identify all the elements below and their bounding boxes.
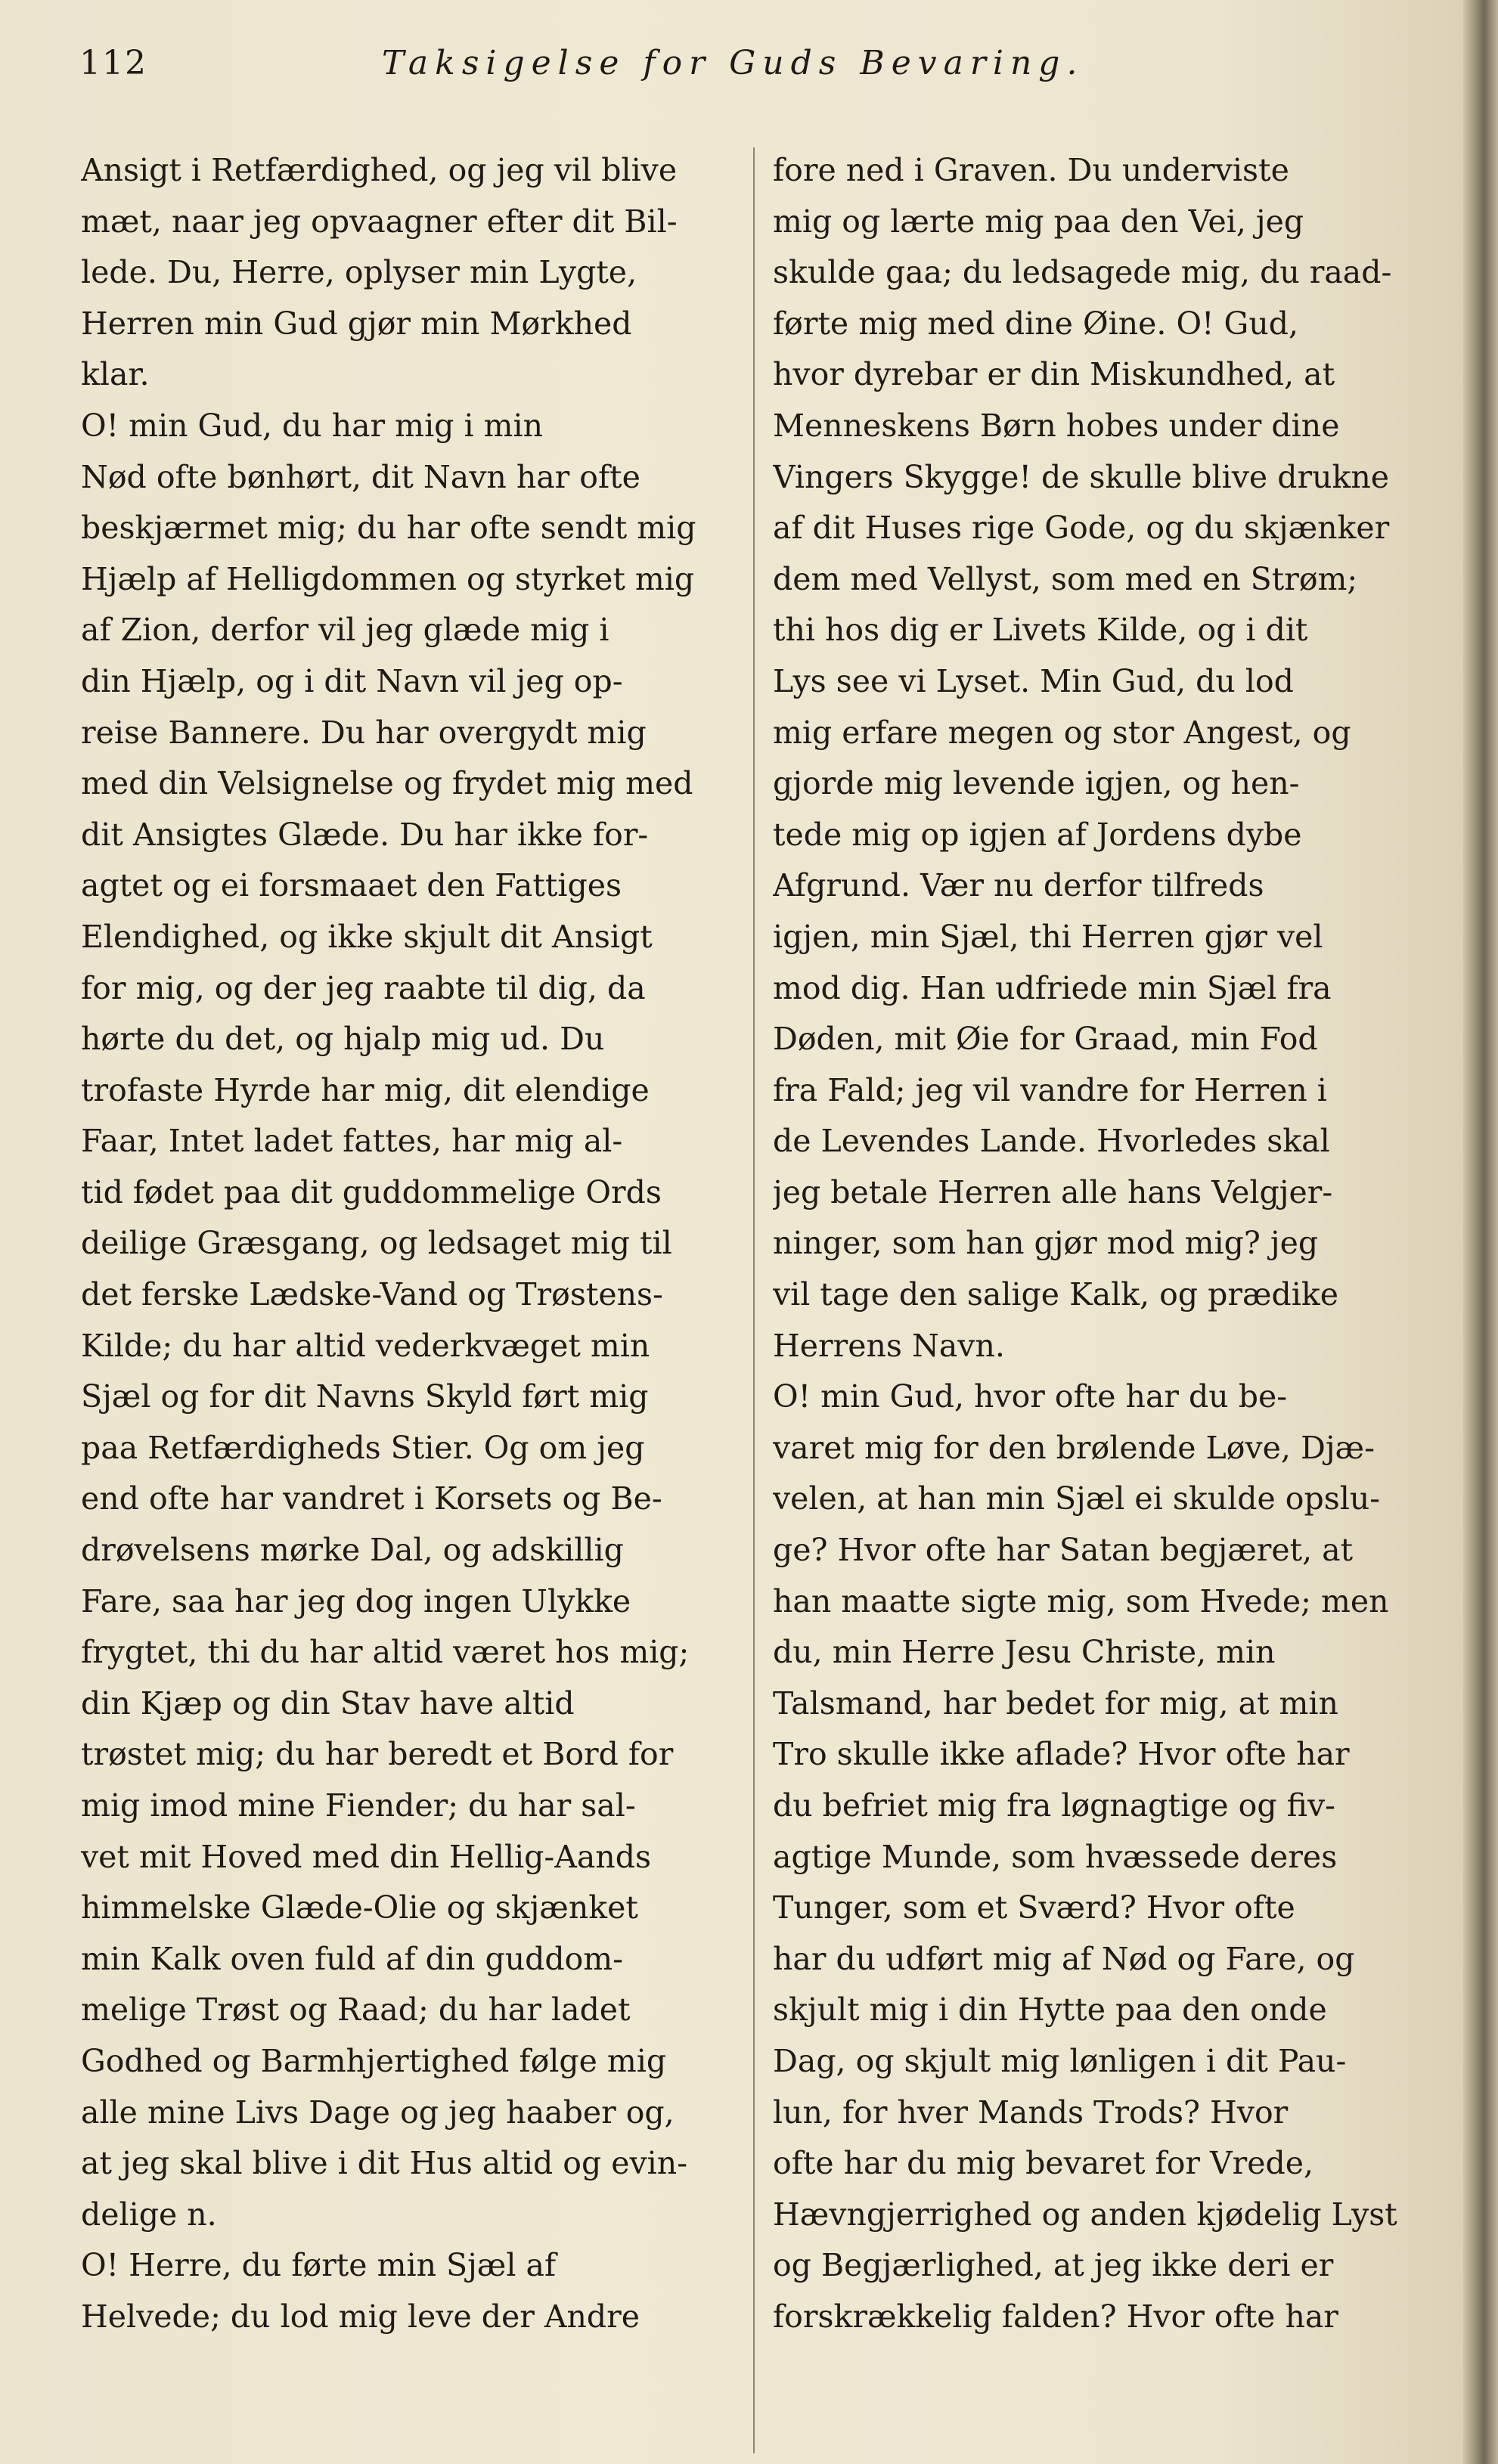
text-line: han maatte sigte mig, som Hvede; men [773,1582,1389,1619]
text-line: himmelske Glæde-Olie og skjænket [81,1889,638,1926]
text-line: ge? Hvor ofte har Satan begjæret, at [773,1532,1354,1569]
text-line: alle mine Livs Dage og jeg haaber og, [81,2094,675,2131]
text-line: af Zion, derfor vil jeg glæde mig i [81,612,609,649]
text-line: velen, at han min Sjæl ei skulde opslu- [773,1480,1381,1517]
text-line: jeg betale Herren alle hans Velgjer- [773,1173,1333,1210]
text-line: Tro skulle ikke aflade? Hvor ofte har [773,1736,1350,1773]
text-line: drøvelsens mørke Dal, og adskillig [81,1532,624,1569]
text-line: Sjæl og for dit Navns Skyld ført mig [81,1378,649,1415]
text-line: Kilde; du har altid vederkvæget min [81,1327,650,1364]
text-line: Ansigt i Retfærdighed, og jeg vil blive [81,152,678,188]
text-line: reise Bannere. Du har overgydt mig [81,714,647,751]
text-line: trøstet mig; du har beredt et Bord for [81,1736,674,1773]
text-line: trofaste Hyrde har mig, dit elendige [81,1071,650,1108]
text-line: for mig, og der jeg raabte til dig, da [81,969,646,1006]
running-title: Taksigelse for Guds Bevaring. [382,44,1084,82]
text-line: forskrækkelig falden? Hvor ofte har [773,2298,1338,2335]
text-line: Fare, saa har jeg dog ingen Ulykke [81,1582,631,1619]
text-line: frygtet, thi du har altid været hos mig; [81,1634,690,1671]
book-spine [1463,0,1498,2464]
text-line: mod dig. Han udfriede min Sjæl fra [773,969,1332,1006]
text-line: hørte du det, og hjalp mig ud. Du [81,1021,605,1058]
text-line: din Kjæp og din Stav have altid [81,1685,575,1722]
text-line: mig og lærte mig paa den Vei, jeg [773,203,1304,240]
text-line: førte mig med dine Øine. O! Gud, [773,305,1298,342]
text-line: thi hos dig er Livets Kilde, og i dit [773,612,1308,649]
text-line: Afgrund. Vær nu derfor tilfreds [773,867,1264,904]
text-line: deilige Græsgang, og ledsaget mig til [81,1225,672,1262]
text-line: Talsmand, har bedet for mig, at min [773,1685,1338,1722]
text-line: O! min Gud, hvor ofte har du be- [773,1378,1288,1415]
text-line: det ferske Lædske-Vand og Trøstens- [81,1276,663,1313]
text-line: end ofte har vandret i Korsets og Be- [81,1480,662,1517]
text-line: og Begjærlighed, at jeg ikke deri er [773,2247,1334,2284]
text-line: delige n. [81,2196,217,2233]
text-line: fore ned i Graven. Du underviste [773,152,1289,188]
text-line: Herren min Gud gjør min Mørkhed [81,305,632,342]
text-line: ninger, som han gjør mod mig? jeg [773,1225,1319,1262]
text-line: dem med Vellyst, som med en Strøm; [773,560,1358,597]
text-line: fra Fald; jeg vil vandre for Herren i [773,1071,1327,1108]
text-line: mæt, naar jeg opvaagner efter dit Bil- [81,203,678,240]
text-line: mig imod mine Fiender; du har sal- [81,1787,636,1824]
page-number: 112 [79,44,147,82]
text-line: Døden, mit Øie for Graad, min Fod [773,1021,1318,1058]
text-line: Nød ofte bønhørt, dit Navn har ofte [81,458,640,495]
text-line: igjen, min Sjæl, thi Herren gjør vel [773,918,1323,955]
text-line: Vingers Skygge! de skulle blive drukne [773,458,1389,495]
text-line: melige Trøst og Raad; du har ladet [81,1991,631,2029]
text-line: skulde gaa; du ledsagede mig, du raad- [773,254,1392,291]
text-line: gjorde mig levende igjen, og hen- [773,765,1300,802]
text-line: beskjærmet mig; du har ofte sendt mig [81,510,696,547]
text-line: Tunger, som et Sværd? Hvor ofte [773,1889,1295,1926]
text-line: varet mig for den brølende Løve, Djæ- [773,1429,1375,1466]
text-line: skjult mig i din Hytte paa den onde [773,1991,1327,2029]
text-line: Lys see vi Lyset. Min Gud, du lod [773,662,1294,699]
text-line: O! Herre, du førte min Sjæl af [81,2247,557,2284]
page-header [79,44,1127,89]
text-line: paa Retfærdigheds Stier. Og om jeg [81,1429,645,1466]
text-line: mig erfare megen og stor Angest, og [773,714,1351,751]
text-line: vil tage den salige Kalk, og prædike [773,1276,1338,1313]
text-line: af dit Huses rige Gode, og du skjænker [773,510,1390,547]
text-line: Faar, Intet ladet fattes, har mig al- [81,1123,623,1160]
text-line: O! min Gud, du har mig i min [81,407,543,444]
text-line: at jeg skal blive i dit Hus altid og evin- [81,2145,688,2182]
text-line: hvor dyrebar er din Miskundhed, at [773,356,1335,393]
text-line: Hævngjerrighed og anden kjødelig Lyst [773,2196,1397,2233]
text-line: tid fødet paa dit guddommelige Ords [81,1173,662,1210]
text-line: tede mig op igjen af Jordens dybe [773,816,1302,853]
left-text-column [81,145,731,2343]
text-line: Godhed og Barmhjertighed følge mig [81,2042,667,2079]
right-text-column [773,145,1417,2343]
column-divider [753,147,755,2453]
text-line: Elendighed, og ikke skjult dit Ansigt [81,918,653,955]
text-line: Helvede; du lod mig leve der Andre [81,2298,640,2335]
text-line: de Levendes Lande. Hvorledes skal [773,1123,1330,1160]
text-line: din Hjælp, og i dit Navn vil jeg op- [81,662,623,699]
text-line: Menneskens Børn hobes under dine [773,407,1340,444]
text-line: Hjælp af Helligdommen og styrket mig [81,560,695,597]
text-line: klar. [81,356,150,393]
text-line: lun, for hver Mands Trods? Hvor [773,2094,1289,2131]
text-line: dit Ansigtes Glæde. Du har ikke for- [81,816,649,853]
text-line: Dag, og skjult mig lønligen i dit Pau- [773,2042,1347,2079]
text-line: med din Velsignelse og frydet mig med [81,765,693,802]
text-line: min Kalk oven fuld af din guddom- [81,1940,624,1977]
text-line: agtige Munde, som hvæssede deres [773,1838,1338,1875]
text-line: agtet og ei forsmaaet den Fattiges [81,867,622,904]
text-line: vet mit Hoved med din Hellig-Aands [81,1838,651,1875]
text-line: lede. Du, Herre, oplyser min Lygte, [81,254,637,291]
text-line: du, min Herre Jesu Christe, min [773,1634,1276,1671]
text-line: har du udført mig af Nød og Fare, og [773,1940,1355,1977]
text-line: du befriet mig fra løgnagtige og fiv- [773,1787,1335,1824]
text-line: Herrens Navn. [773,1327,1005,1364]
text-line: ofte har du mig bevaret for Vrede, [773,2145,1314,2182]
